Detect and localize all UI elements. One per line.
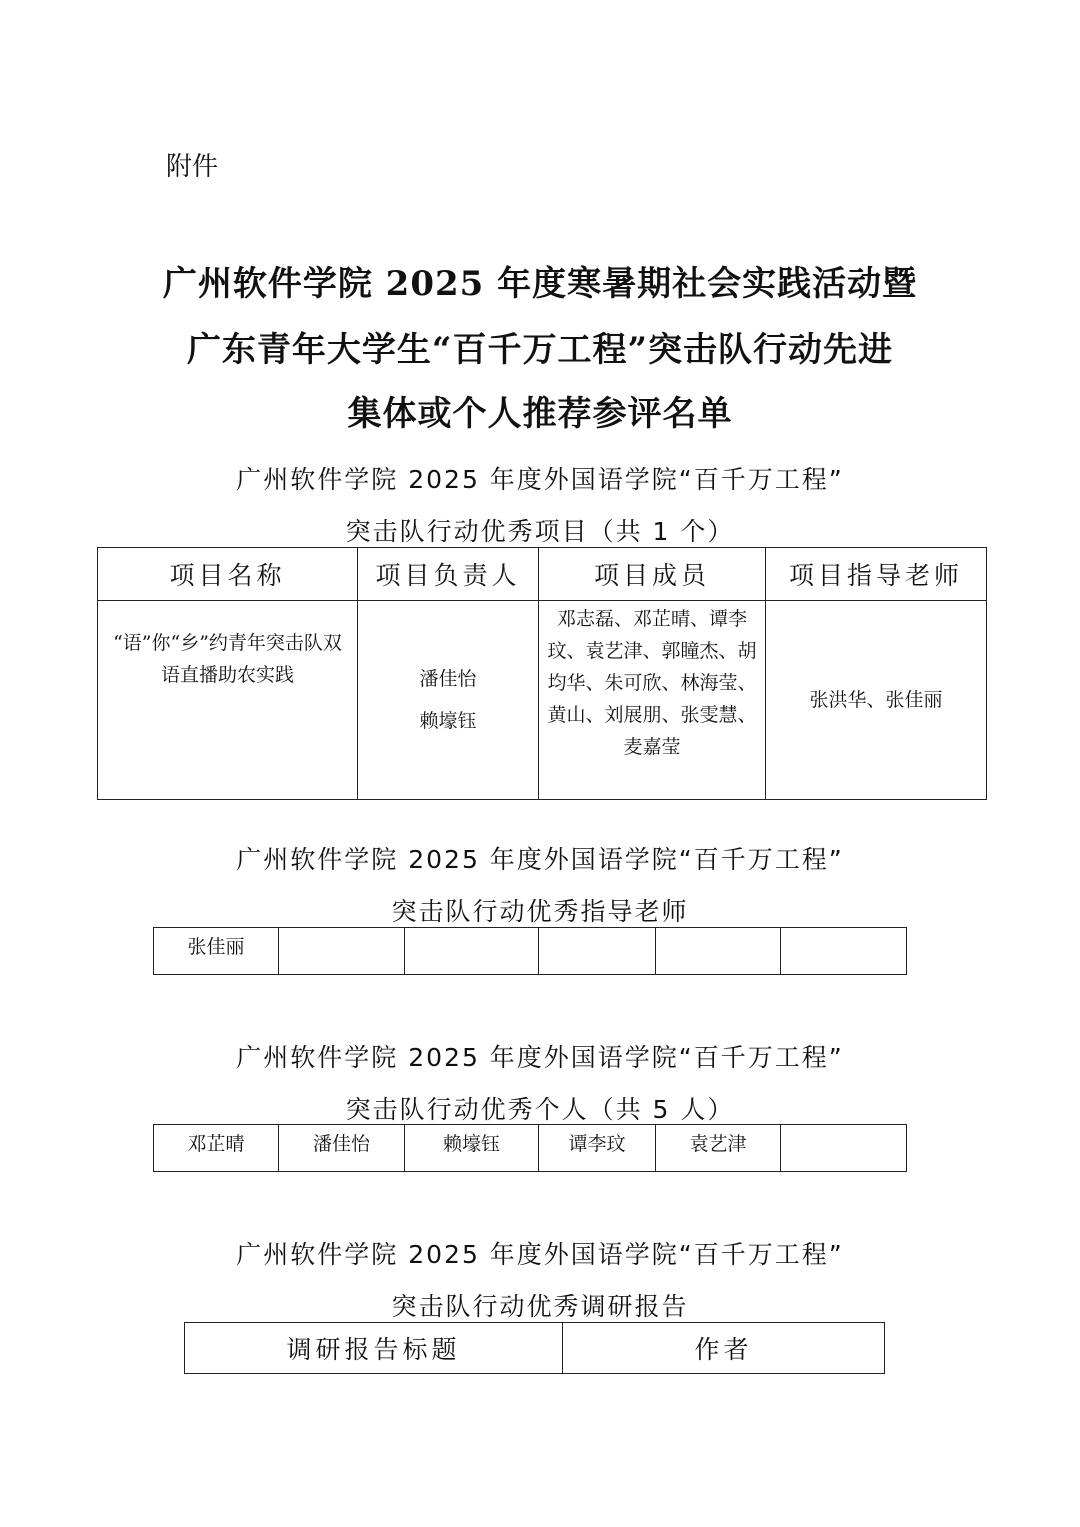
attachment-label: 附件 <box>166 152 219 182</box>
section4-title-line2: 突击队行动优秀调研报告 <box>391 1292 689 1321</box>
header-project-advisor: 项目指导老师 <box>766 548 987 601</box>
table-row <box>98 601 987 800</box>
advisor-cell <box>539 928 656 975</box>
advisor-table <box>153 927 907 975</box>
advisor-cell <box>781 928 907 975</box>
advisor-cell <box>656 928 781 975</box>
header-report-author: 作者 <box>563 1323 885 1374</box>
individual-cell: 谭李玟 <box>539 1125 656 1172</box>
section3-title-line2: 突击队行动优秀个人（共 5 人） <box>345 1095 735 1124</box>
header-project-members: 项目成员 <box>539 548 766 601</box>
header-report-title: 调研报告标题 <box>185 1323 563 1374</box>
table-row <box>154 928 907 975</box>
individual-cell: 袁艺津 <box>656 1125 781 1172</box>
section2-title-line1: 广州软件学院 2025 年度外国语学院“百千万工程” <box>236 845 844 874</box>
main-title-line1: 广州软件学院 2025 年度寒暑期社会实践活动暨 <box>162 264 918 304</box>
individual-cell: 邓芷晴 <box>154 1125 279 1172</box>
advisor-cell <box>405 928 539 975</box>
section3-title-line1: 广州软件学院 2025 年度外国语学院“百千万工程” <box>236 1043 844 1072</box>
project-table-header-row <box>98 548 987 601</box>
main-title-line3: 集体或个人推荐参评名单 <box>347 394 733 434</box>
project-leaders-cell <box>358 601 539 800</box>
section1-title-line1: 广州软件学院 2025 年度外国语学院“百千万工程” <box>236 465 844 494</box>
header-project-leader: 项目负责人 <box>358 548 539 601</box>
header-project-name: 项目名称 <box>98 548 358 601</box>
report-table-header-row <box>185 1323 885 1374</box>
individual-cell <box>781 1125 907 1172</box>
section1-title-line2: 突击队行动优秀项目（共 1 个） <box>345 517 735 546</box>
advisor-cell <box>279 928 405 975</box>
main-title-line2: 广东青年大学生“百千万工程”突击队行动先进 <box>186 330 894 370</box>
individual-cell: 潘佳怡 <box>279 1125 405 1172</box>
project-table <box>97 547 987 800</box>
section2-title-line2: 突击队行动优秀指导老师 <box>391 897 689 926</box>
project-advisors-cell: 张洪华、张佳丽 <box>766 601 987 800</box>
individual-table <box>153 1124 907 1172</box>
advisor-cell: 张佳丽 <box>154 928 279 975</box>
report-table <box>184 1322 885 1374</box>
individual-cell: 赖壕钰 <box>405 1125 539 1172</box>
leader-2: 赖壕钰 <box>419 710 477 732</box>
project-name-cell: “语”你“乡”约青年突击队双语直播助农实践 <box>98 601 358 800</box>
table-row <box>154 1125 907 1172</box>
leader-1: 潘佳怡 <box>419 668 477 690</box>
section4-title-line1: 广州软件学院 2025 年度外国语学院“百千万工程” <box>236 1240 844 1269</box>
project-members-cell: 邓志磊、邓芷晴、谭李玟、袁艺津、郭瞳杰、胡均华、朱可欣、林海莹、黄山、刘展朋、张雯慧、麦嘉莹 <box>539 601 766 800</box>
